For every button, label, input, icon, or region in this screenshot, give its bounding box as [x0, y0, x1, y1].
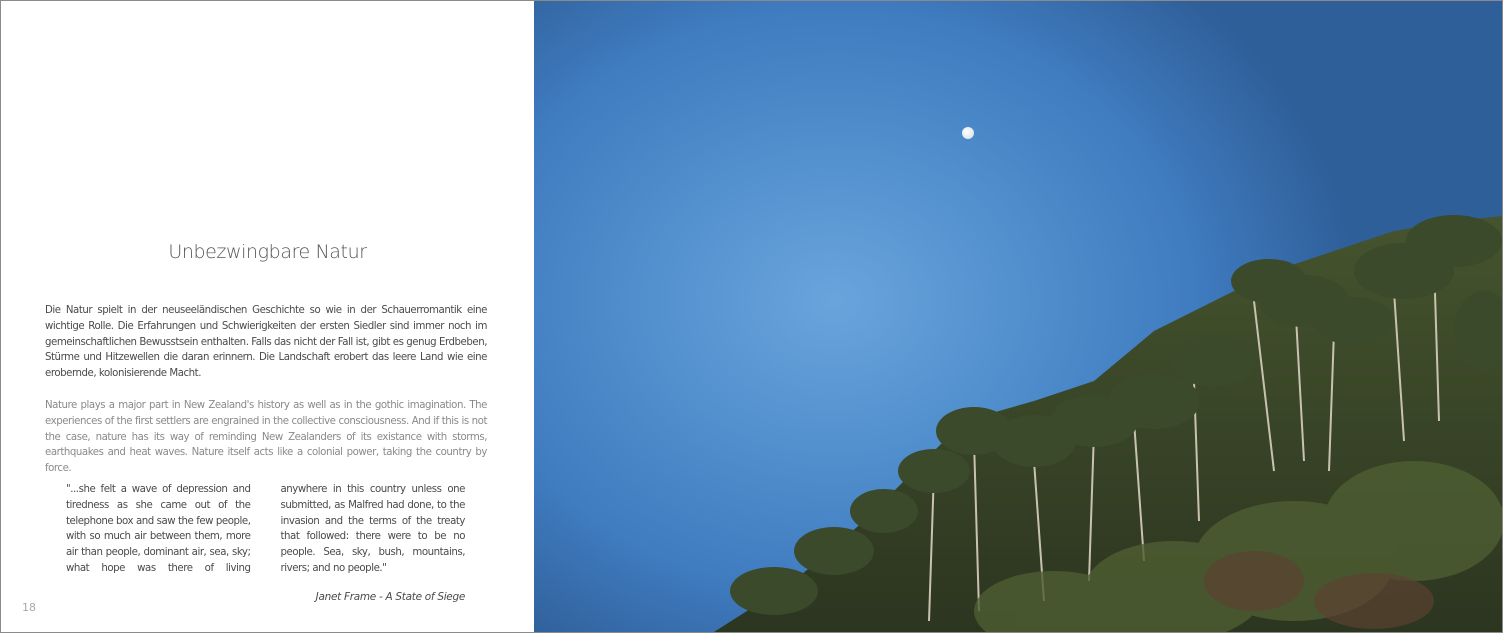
- quote-attribution: Janet Frame - A State of Siege: [315, 591, 465, 603]
- forest-illustration: [534, 1, 1502, 632]
- page-number: 18: [22, 601, 36, 614]
- quote-block: "...she felt a wave of depression and tiredness as she came out of the telephone box and saw the few people, with so much air between them, more air than people, dominant air, sea, sky; what hope was there of living anywhere in this country unless one submitted, as Malfred had done, to the invasion and the terms of the treaty that followed: there were to be no people. Sea, sky, bush, mountains, rivers; and no people.": [66, 484, 465, 574]
- paragraph-english: Nature plays a major part in New Zealand's history as well as in the gothic imagination. The experiences of the first settlers are engrained in the collective consciousness. And if this is not the case, nature has its way of reminding New Zealanders of its existance with storms, earthquakes and heat waves. Nature itself acts like a colonial power, taking the country by force.: [45, 400, 487, 475]
- paragraph-german: Die Natur spielt in der neuseeländischen Geschichte so wie in der Schauerromantik eine wichtige Rolle. Die Erfahrungen und Schwierigkeiten der ersten Siedler sind immer noch im gemeinschaftlichen Bewusstsein enthalten. Falls das nicht der Fall ist, gibt es genug Erdbeben, Stürme und Hitzewellen die daran erinnern. Die Landschaft erobert das leere Land wie eine erobernde, kolonisierende Macht.: [45, 305, 487, 380]
- sky-forest-photo: [534, 1, 1502, 632]
- page-title: Unbezwingbare Natur: [168, 241, 367, 263]
- moon: [962, 127, 974, 139]
- text-page: [1, 1, 534, 632]
